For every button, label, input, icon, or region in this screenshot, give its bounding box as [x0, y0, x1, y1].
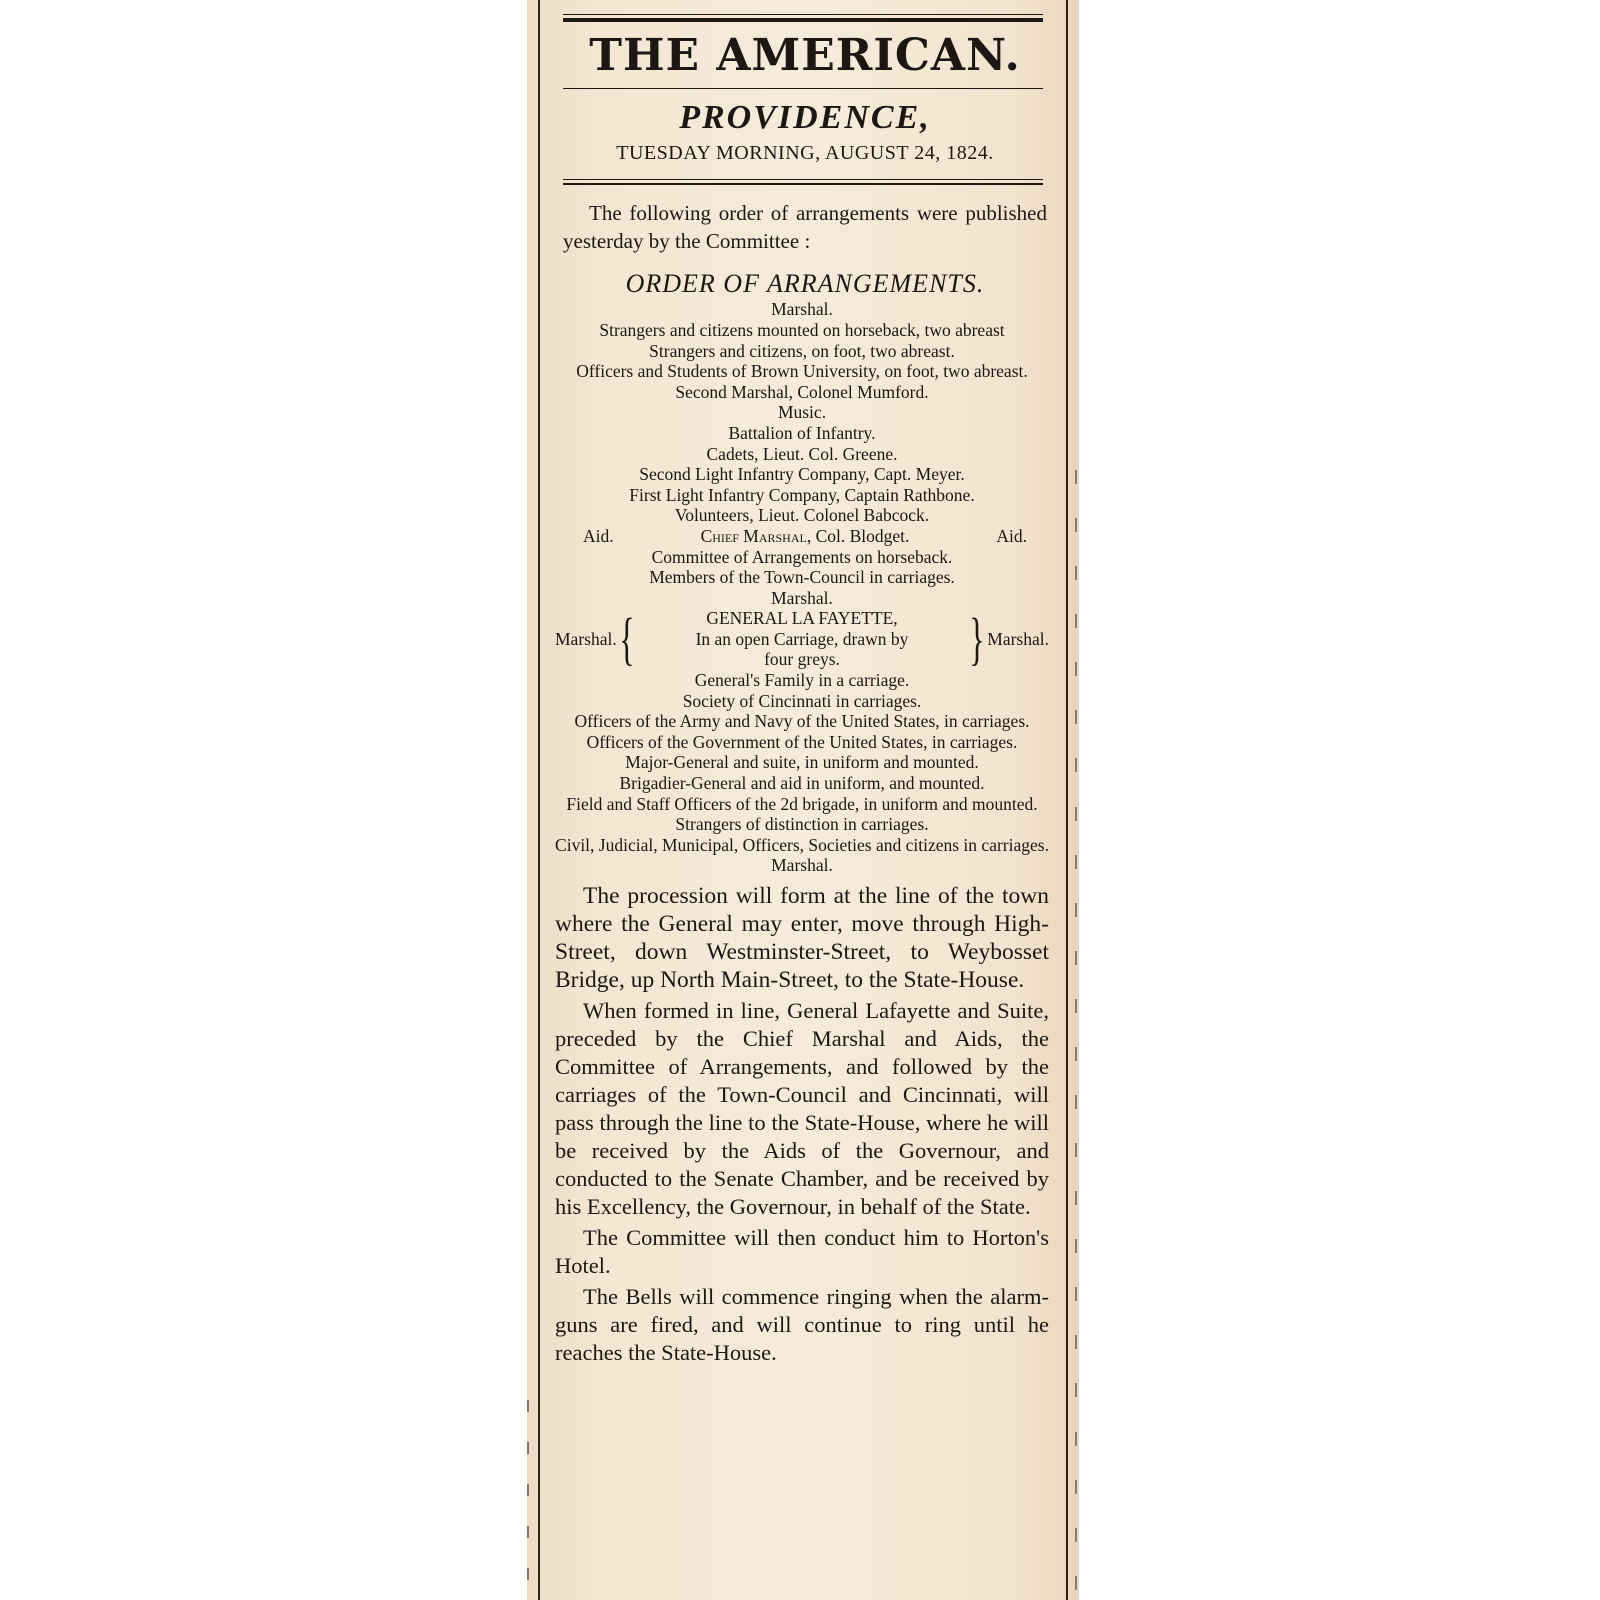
paragraph-formation: When formed in line, General Lafayette and Suite, preceded by the Chief Marshal and Aids, the Committee of Arrangements, and followed by the carriages of the Town-Council and Cincinnati, will pass through the line to the State-House, where he will be received by the Aids of the Governour, and conducted to the Senate Chamber, and be received by his Excellency, the Governour, in behalf of the State.: [555, 998, 1049, 1220]
lafayette-block: [555, 608, 1049, 670]
aid-left: Aid.: [583, 525, 614, 546]
lafayette-greys: four greys.: [764, 649, 840, 670]
newspaper-clipping: [527, 0, 1079, 1600]
order-line: Strangers of distinction in carriages.: [675, 814, 929, 835]
order-line: Society of Cincinnati in carriages.: [682, 690, 922, 711]
marshal-left: Marshal.: [555, 628, 617, 649]
order-of-arrangements: [555, 299, 1049, 876]
paragraph-bells: The Bells will commence ringing when the alarm-guns are fired, and will continue to ring until he reaches the State-House.: [555, 1284, 1049, 1366]
city-heading: PROVIDENCE,: [679, 99, 931, 136]
lafayette-center: [637, 608, 968, 670]
left-brace: {: [618, 606, 635, 672]
order-line: Field and Staff Officers of the 2d brigade, in uniform and mounted.: [566, 793, 1038, 814]
masthead: THE AMERICAN.: [589, 30, 1021, 81]
order-line: Officers of the Government of the United States, in carriages.: [586, 731, 1018, 752]
left-column-edge: [527, 1400, 531, 1580]
order-line: Cadets, Lieut. Col. Greene.: [706, 443, 898, 464]
order-line: Marshal.: [771, 587, 833, 608]
right-brace: }: [969, 606, 986, 672]
order-line: Members of the Town-Council in carriages.: [649, 567, 955, 588]
adjacent-column-edge: [1075, 470, 1079, 1590]
order-line: Brigadier-General and aid in uniform, and mounted.: [619, 773, 985, 794]
order-line: Marshal.: [771, 855, 833, 876]
chief-marshal-label: Chief Marshal,: [700, 525, 812, 546]
marshal-right: Marshal.: [987, 628, 1049, 649]
masthead-rule: [563, 88, 1043, 89]
order-line: Strangers and citizens mounted on horseback, two abreast: [599, 319, 1005, 340]
paragraph-hotel: The Committee will then conduct him to Horton's Hotel.: [555, 1225, 1049, 1279]
order-line: First Light Infantry Company, Captain Rathbone.: [629, 484, 975, 505]
intro-paragraph: The following order of arrangements were published yesterday by the Committee :: [563, 201, 1047, 254]
chief-marshal-name: Col. Blodget.: [815, 525, 910, 546]
chief-marshal-row: [555, 526, 1049, 547]
order-line: Marshal.: [771, 299, 833, 320]
order-line: Major-General and suite, in uniform and mounted.: [625, 752, 979, 773]
order-line: Second Marshal, Colonel Mumford.: [675, 381, 929, 402]
order-line: Battalion of Infantry.: [728, 422, 876, 443]
order-line: Committee of Arrangements on horseback.: [651, 546, 953, 567]
aid-right: Aid.: [996, 525, 1027, 546]
top-rule-thick: [563, 18, 1043, 22]
order-title: ORDER OF ARRANGEMENTS.: [625, 269, 985, 299]
paragraph-procession: The procession will form at the line of the town where the General may enter, move through High-Street, down Westminster-Street, to Weybosset Bridge, up North Main-Street, to the State-House.: [555, 883, 1049, 994]
chief-marshal: [701, 526, 910, 547]
order-line: Volunteers, Lieut. Colonel Babcock.: [674, 505, 930, 526]
order-line: Strangers and citizens, on foot, two abreast.: [649, 340, 955, 361]
order-line: Officers of the Army and Navy of the United States, in carriages.: [574, 711, 1030, 732]
order-line: Music.: [777, 402, 827, 423]
column-rule-left: [538, 0, 540, 1600]
order-line: General's Family in a carriage.: [694, 670, 910, 691]
order-line: Second Light Infantry Company, Capt. Meyer.: [639, 464, 965, 485]
dateline: TUESDAY MORNING, AUGUST 24, 1824.: [616, 142, 994, 165]
article: [549, 0, 1061, 1370]
lafayette-carriage: In an open Carriage, drawn by: [695, 628, 909, 649]
dateline-rule-double: [563, 183, 1043, 185]
column-rule-right: [1066, 0, 1068, 1600]
lafayette-name: GENERAL LA FAYETTE,: [706, 608, 898, 629]
order-line: Officers and Students of Brown University, on foot, two abreast.: [576, 361, 1028, 382]
article-body: [555, 882, 1049, 1367]
order-line: Civil, Judicial, Municipal, Officers, Societies and citizens in carriages.: [555, 834, 1049, 855]
